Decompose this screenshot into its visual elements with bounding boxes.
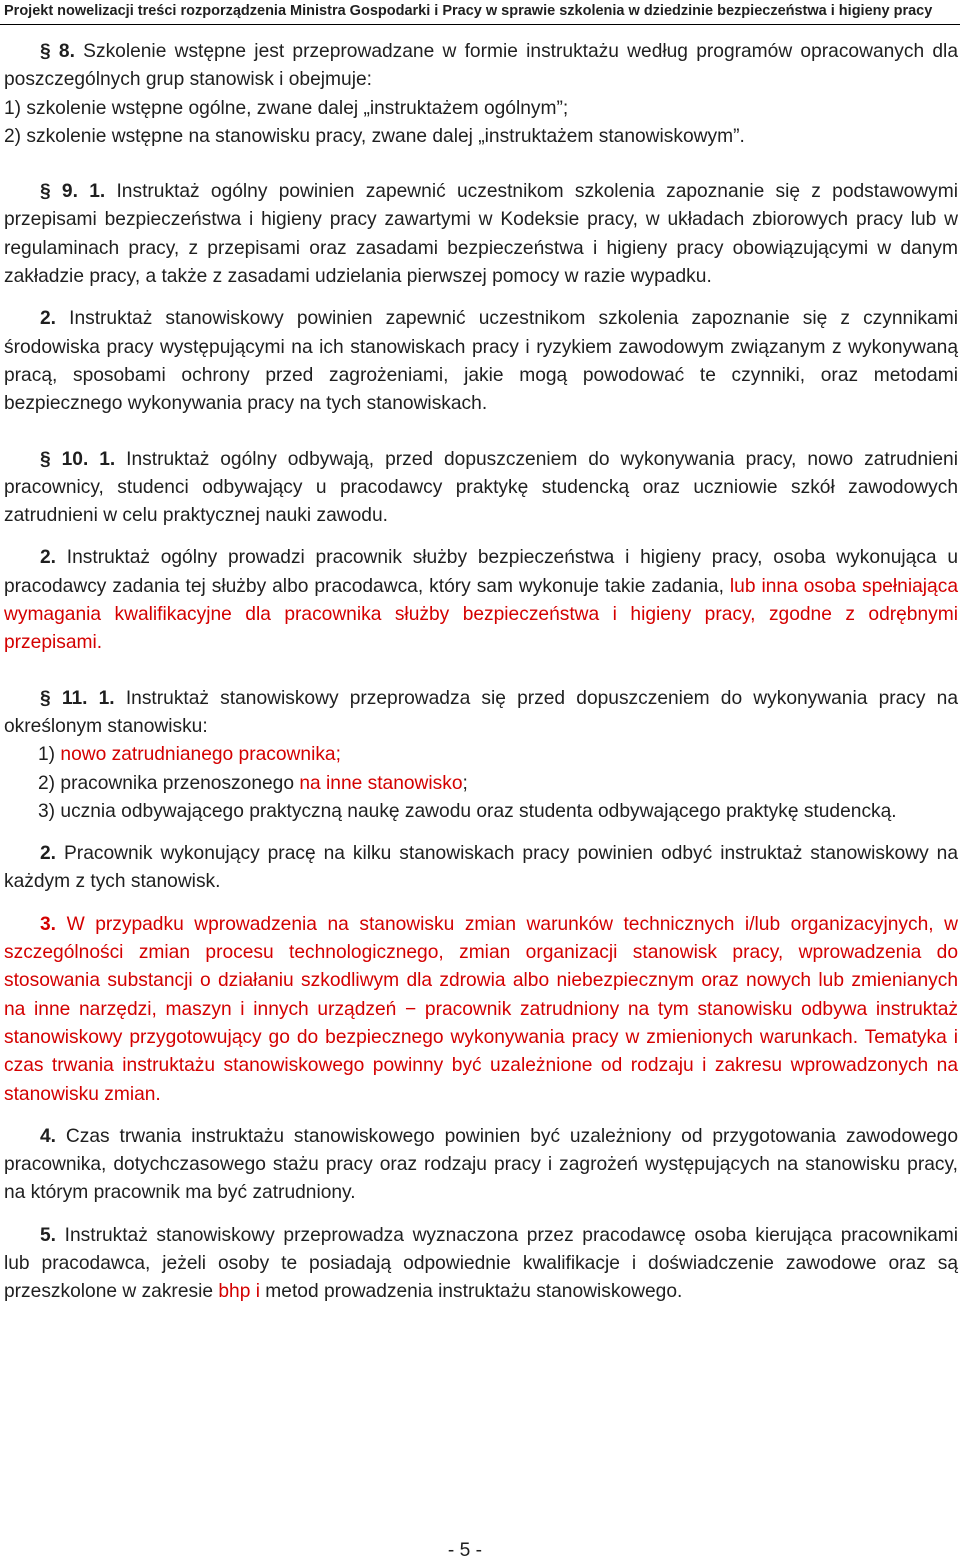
point-number: 4.: [40, 1125, 57, 1147]
paragraph-text: Instruktaż ogólny odbywają, przed dopuszczeniem do wykonywania pracy, nowo zatrudnieni pracownicy, studenci odbywający u pracodawcy praktykę studencką oraz uczniowie szkół zawodowych zatrudnieni w celu praktycznej nauki zawodu.: [4, 448, 958, 527]
document-header: Projekt nowelizacji treści rozporządzenia Ministra Gospodarki i Pracy w sprawie szkolenia w dziedzinie bezpieczeństwa i higieny pracy: [4, 3, 933, 19]
paragraph-s10-2: [4, 544, 958, 657]
list-item: 1) szkolenie wstępne ogólne, zwane dalej „instruktażem ogólnym”;: [4, 97, 569, 119]
amended-text: na inne stanowisko: [299, 772, 463, 794]
paragraph-s10-1: [4, 446, 958, 531]
page-number: - 5 -: [447, 1540, 482, 1561]
paragraph-text: Instruktaż stanowiskowy przeprowadza wyznaczona przez pracodawcę osoba kierująca pracownikami lub pracodawca, jeżeli osoby te posiadają odpowiednie kwalifikacje i doświadczenie zawodowe oraz są przeszkolone w zakresie: [4, 1224, 958, 1303]
list-text: pracownika przenoszonego: [60, 772, 300, 794]
header-divider: [0, 24, 960, 25]
point-number: 2.: [40, 308, 57, 330]
section-label: § 9. 1.: [40, 181, 106, 203]
list-item: [4, 770, 958, 798]
paragraph-text: Instruktaż stanowiskowy przeprowadza się przed dopuszczeniem do wykonywania pracy na określonym stanowisku:: [4, 687, 959, 737]
paragraph-s11-5: [4, 1222, 958, 1307]
list-item: 2) szkolenie wstępne na stanowisku pracy, zwane dalej „instruktażem stanowiskowym”.: [4, 125, 745, 147]
paragraph-text: Instruktaż ogólny powinien zapewnić uczestnikom szkolenia zapoznanie się z podstawowymi przepisami bezpieczeństwa i higieny pracy zawartymi w Kodeksie pracy, w układach zbiorowych pracy lub w regulaminach pracy, z przepisami oraz zasadami bezpieczeństwa i higieny pracy obowiązującymi w danym zakładzie pracy, a także z zasadami udzielania pierwszej pomocy w razie wypadku.: [4, 181, 958, 288]
list-text: ;: [462, 772, 468, 794]
list-item: [4, 741, 958, 769]
paragraph-s11-3: [4, 911, 958, 1109]
paragraph-text: Czas trwania instruktażu stanowiskowego powinien być uzależniony od przygotowania zawodowego pracownika, dotychczasowego stażu pracy oraz rodzaju pracy i zagrożeń występujących na stanowisku pracy, na którym pracownik ma być zatrudniony.: [4, 1125, 958, 1204]
section-label: § 11. 1.: [40, 687, 115, 709]
paragraph-text: Szkolenie wstępne jest przeprowadzane w formie instruktażu według programów opracowanych dla poszczególnych grup stanowisk i obejmuje:: [4, 41, 958, 91]
section-label: § 8.: [40, 41, 75, 62]
paragraph-s9-1: [4, 178, 958, 291]
amended-text: W przypadku wprowadzenia na stanowisku zmian warunków technicznych i/lub organizacyjnych, w szczególności zmian procesu technologicznego, zmian organizacji stanowisk pracy, wprowadzenia do stosowania substancji o działaniu szkodliwym dla zdrowia albo niebezpiecznym oraz nowych lub zmienianych na inne narzędzi, maszyn i innych urządzeń − pracownik zatrudniony na tym stanowisku odbywa instruktaż stanowiskowy przygotowujący go do bezpiecznego wykonywania pracy w zmienionych warunkach. Tematyka i czas trwania instruktażu stanowiskowego powinny być uzależnione od rodzaju i zakresu wprowadzonych na stanowisku zmian.: [4, 913, 958, 1105]
paragraph-text: metod prowadzenia instruktażu stanowiskowego.: [259, 1281, 683, 1303]
amended-text: lub inna osoba spełniająca wymagania kwalifikacyjne dla pracownika służby bezpieczeństwa i higieny pracy, zgodne z odrębnymi przepisami.: [4, 575, 958, 654]
paragraph-s11-4: [4, 1123, 958, 1208]
paragraph-s11-2: [4, 840, 958, 897]
section-label: § 10. 1.: [40, 448, 116, 470]
list-number: 1): [38, 744, 56, 766]
amended-text: nowo zatrudnianego pracownika;: [60, 744, 341, 766]
paragraph-s9-2: [4, 305, 958, 418]
list-number: 2): [38, 772, 56, 794]
paragraph-text: Instruktaż stanowiskowy powinien zapewnić uczestnikom szkolenia zapoznanie się z czynnikami środowiska pracy występującymi na ich stanowiskach pracy i ryzykiem zawodowym związanym z wykonywaną pracą, sposobami ochrony przed zagrożeniami, jakie mogą powodować te czynniki, oraz metodami bezpiecznego wykonywania pracy na tych stanowiskach.: [4, 308, 958, 415]
point-number: 2.: [40, 843, 57, 865]
amended-text: bhp i: [218, 1281, 260, 1303]
paragraph-text: Instruktaż ogólny prowadzi pracownik służby bezpieczeństwa i higieny pracy, osoba wykonująca u pracodawcy zadania tej służby albo pracodawca, który sam wykonuje takie zadania,: [4, 547, 958, 597]
paragraph-s11-1: [4, 685, 958, 742]
paragraph-s8: [4, 38, 958, 95]
list-item: 3) ucznia odbywającego praktyczną naukę zawodu oraz studenta odbywającego praktykę studencką.: [38, 800, 897, 822]
point-number: 2.: [40, 547, 57, 569]
point-number: 3.: [40, 913, 57, 935]
document-body: [4, 38, 958, 1307]
point-number: 5.: [40, 1224, 57, 1246]
paragraph-text: Pracownik wykonujący pracę na kilku stanowiskach pracy powinien odbyć instruktaż stanowiskowy na każdym z tych stanowisk.: [4, 843, 958, 893]
